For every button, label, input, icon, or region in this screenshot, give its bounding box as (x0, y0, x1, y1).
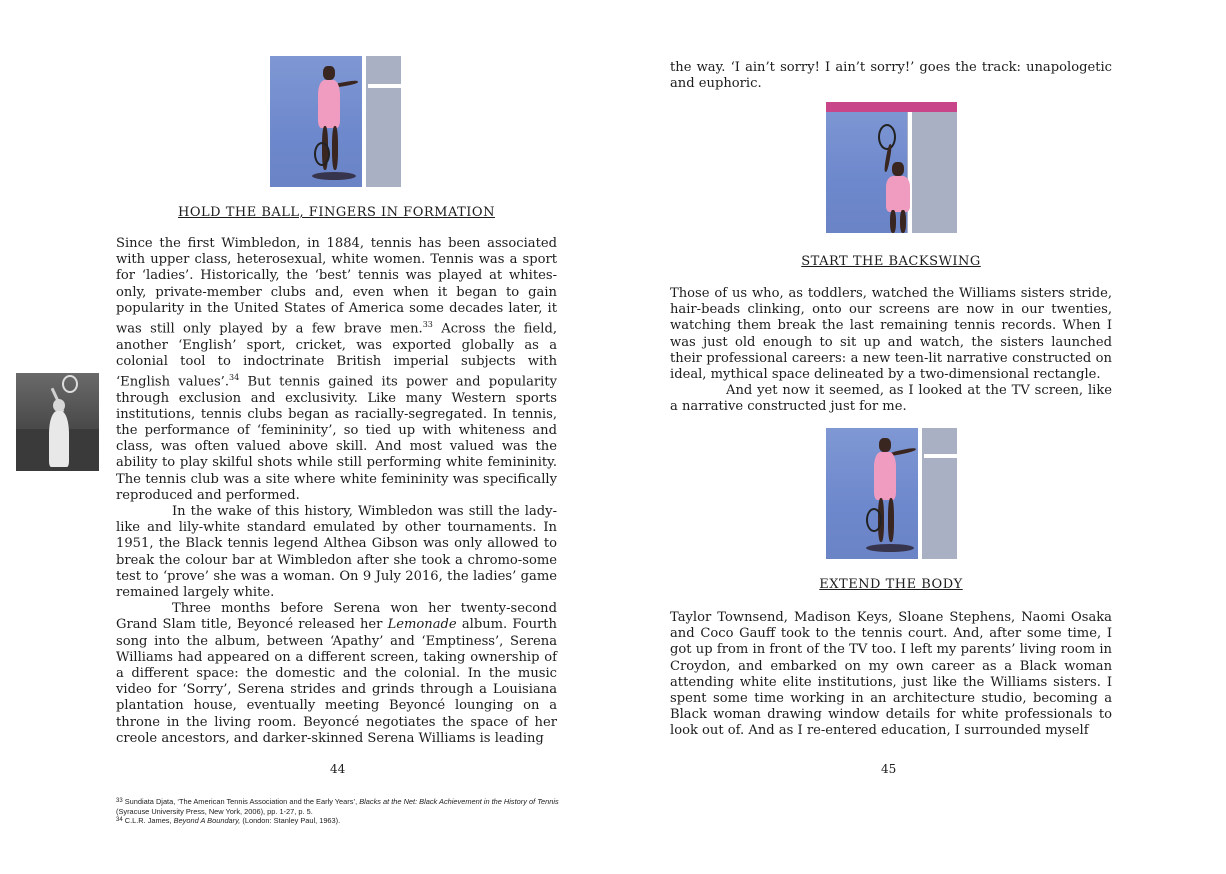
section-heading-hold-the-ball: HOLD THE BALL, FINGERS IN FORMATION (178, 205, 495, 220)
page-number: 44 (330, 762, 346, 776)
right-intro-text: the way. ‘I ain’t sorry! I ain’t sorry!’ goes the track: unapologetic and euphoric. (670, 60, 1112, 92)
tennis-backswing-photo (826, 102, 957, 233)
album-title: Lemonade (387, 617, 457, 633)
paragraph: Those of us who, as toddlers, watched the Williams sisters stride, hair-beads clinking, onto our screens are now in our twenties, watching them break the last remaining tennis records. When I was just old enough to sit up and watch, the sisters launched their professional careers: a new teen-lit narrative constructed on ideal, mythical space delineated by a two-dimensional rectangle. (670, 286, 1112, 383)
footnotes (116, 797, 576, 826)
vintage-tennis-photo (16, 373, 99, 471)
left-body-text (116, 236, 557, 747)
right-body-text-1 (670, 286, 1112, 416)
page-number: 45 (881, 762, 897, 776)
section-heading-extend-body: EXTEND THE BODY (819, 577, 963, 592)
paragraph: Three months before Serena won her twenty-second Grand Slam title, Beyoncé released her Lemonade album. Fourth song into the album, between ‘Apathy’ and ‘Emptiness’, Serena Williams had appeared on a different screen, taking ownership of a different space: the domestic and the colonial. In the music video for ‘Sorry’, Serena strides and grinds through a Louisiana plantation house, eventually meeting Beyoncé lounging on a throne in the living room. Beyoncé negotiates the space of her creole ancestors, and darker-skinned Serena Williams is leading (116, 601, 557, 746)
footnote: $^{34}$ C.L.R. James, Beyond A Boundary, (London: Stanley Paul, 1963). (116, 816, 341, 826)
paragraph: And yet now it seemed, as I looked at the TV screen, like a narrative constructed just for me. (670, 383, 1112, 415)
footnote-ref[interactable]: 33 (422, 320, 433, 330)
right-page (613, 0, 1226, 874)
tennis-serve-photo (270, 56, 401, 187)
right-body-text-2: Taylor Townsend, Madison Keys, Sloane Stephens, Naomi Osaka and Coco Gauff took to the tennis court. And, after some time, I got up from in front of the TV too. I left my parents’ living room in Croydon, and embarked on my own career as a Black woman attending white elite institutions, just like the Williams sisters. I spent some time working in an architecture studio, becoming a Black woman drawing window details for white professionals to look out of. And as I re-entered education, I surrounded myself (670, 610, 1112, 739)
tennis-extend-photo (826, 428, 957, 559)
paragraph: Since the first Wimbledon, in 1884, tennis has been associated with upper class, heterosexual, white women. Tennis was a sport for ‘ladies’. Historically, the ‘best’ tennis was played at whites-only, private-member clubs and, even when it began to gain popularity in the United States of America some decades later, it was still only played by a few brave men.$^{33}$ Across the field, another ‘English’ sport, cricket, was exported globally as a colonial tool to indoctrinate British imperial subjects with ‘English values’.$^{34}$ But tennis gained its power and popularity through exclusion and exclusivity. Like many Western sports institutions, tennis clubs began as racially-segregated. In tennis, the performance of ‘femininity’, so tied up with whiteness and class, was often valued above skill. And most valued was the ability to play skilful shots while still performing white femininity. The tennis club was a site where white femininity was specifically reproduced and performed. (116, 236, 557, 503)
footnote: $^{33}$ Sundiata Djata, ‘The American Tennis Association and the Early Years’, Blacks at the Net: Black Achievement in the History of Tennis (Syracuse University Press, New York, 2006), pp. 1-27, p. 5. (116, 797, 559, 816)
footnote-ref[interactable]: 34 (229, 372, 240, 382)
section-heading-start-backswing: START THE BACKSWING (801, 254, 981, 269)
paragraph: In the wake of this history, Wimbledon was still the lady-like and lily-white standard emulated by other tournaments. In 1951, the Black tennis legend Althea Gibson was only allowed to break the colour bar at Wimbledon after she took a chromo-some test to ‘prove’ she was a woman. On 9 July 2016, the ladies’ game remained largely white. (116, 503, 557, 600)
